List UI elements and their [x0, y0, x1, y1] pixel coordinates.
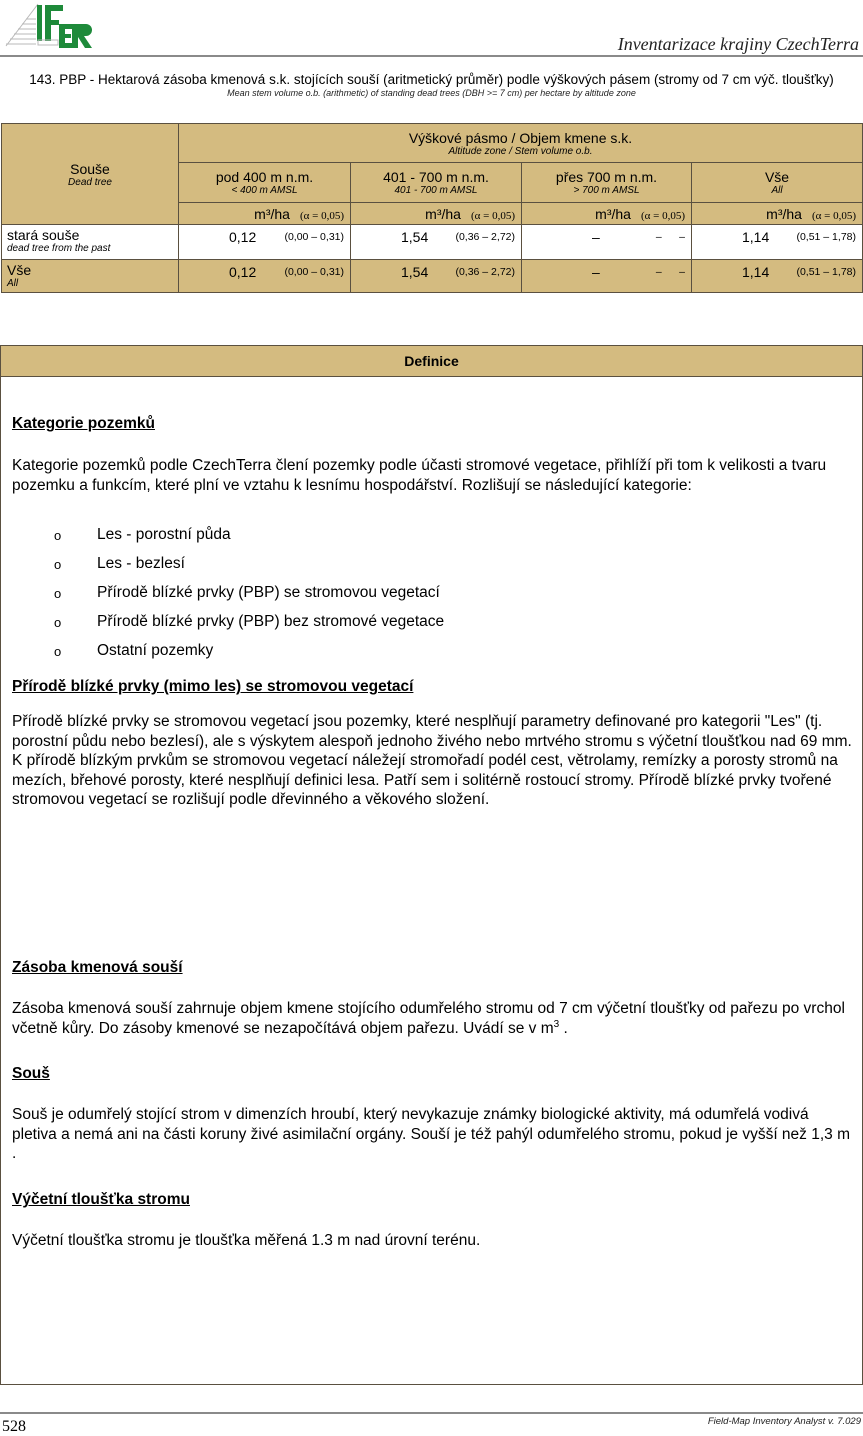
section-text-nature-elements: Přírodě blízké prvky se stromovou vegetací jsou pozemky, které nesplňují parametry definované pro kategorii "Les" (tj. porostní půdu nebo bezlesí), ale s výskytem alespoň jednoho živého nebo mrtvého stromu s výčetní tloušťkou nad 69 mm. K přírodě blízkým prvkům se stromovou vegetací náležejí stromořadí podél cest, větrolamy, remízky a porosty stromů na mezích, břehové porosty, které nesplňují definici lesa. Patří sem i solitérně rostoucí stromy. Přírodě blízké prvky tvořené stromovou vegetací se rozlišují podle dřevinného a věkového složení.	[12, 713, 852, 808]
definitions-box	[0, 345, 863, 1385]
row-label-cz: Vše	[7, 262, 32, 278]
alpha-label: (α = 0,05)	[811, 209, 856, 222]
list-item-text: Ostatní pozemky	[97, 642, 214, 659]
confidence-interval: (0,00 – 0,31)	[284, 231, 344, 243]
section-title-nature-elements: Přírodě blízké prvky (mimo les) se stromovou vegetací	[12, 678, 414, 695]
unit-label: m³/ha	[595, 205, 631, 222]
confidence-interval: (0,51 – 1,78)	[796, 266, 856, 278]
table-row	[2, 225, 863, 260]
row-label-en: All	[7, 278, 19, 289]
section-title-dead-tree-volume: Zásoba kmenová souší	[12, 959, 183, 976]
column-header-en: > 700 m AMSL	[573, 185, 640, 196]
value-cell	[351, 260, 522, 293]
section-title-dead-tree: Souš	[12, 1065, 50, 1082]
mean-value: –	[592, 264, 600, 280]
column-header-cz: přes 700 m n.m.	[555, 169, 658, 185]
unit-label: m³/ha	[254, 205, 290, 222]
group-header-cell	[179, 124, 863, 163]
section-title-dbh: Výčetní tloušťka stromu	[12, 1191, 190, 1208]
column-header-cz: 401 - 700 m n.m.	[383, 169, 489, 185]
row-label-en: dead tree from the past	[7, 243, 111, 254]
page-number: 528	[2, 1418, 26, 1435]
mean-value: 1,14	[742, 229, 770, 245]
confidence-interval: (0,36 – 2,72)	[455, 231, 515, 243]
column-header	[351, 163, 522, 203]
bullet-icon: o	[54, 644, 62, 659]
confidence-interval: – –	[655, 231, 685, 243]
value-cell	[351, 225, 522, 260]
data-table	[1, 123, 863, 293]
row-header-en: Dead tree	[68, 176, 112, 188]
row-header-cell	[2, 124, 179, 225]
value-cell	[692, 225, 863, 260]
table-row-total	[2, 260, 863, 293]
row-label	[2, 225, 179, 260]
definitions-heading: Definice	[1, 346, 862, 377]
confidence-interval: (0,51 – 1,78)	[796, 231, 856, 243]
unit-label: m³/ha	[425, 205, 461, 222]
column-header-en: < 400 m AMSL	[231, 185, 298, 196]
unit-label: m³/ha	[766, 205, 802, 222]
footer-app-name: Field-Map Inventory Analyst v. 7.029	[707, 1416, 861, 1427]
bullet-icon: o	[54, 615, 62, 630]
value-cell	[179, 225, 351, 260]
column-header	[692, 163, 863, 203]
alpha-label: (α = 0,05)	[640, 209, 685, 222]
unit-cell	[179, 203, 351, 225]
section-text-dbh: Výčetní tloušťka stromu je tloušťka měřená 1.3 m nad úrovní terénu.	[12, 1232, 481, 1249]
value-cell	[522, 225, 692, 260]
confidence-interval: – –	[655, 266, 685, 278]
mean-value: 1,14	[742, 264, 770, 280]
report-subtitle: Mean stem volume o.b. (arithmetic) of standing dead trees (DBH >= 7 cm) per hectare by altitude zone	[227, 88, 636, 98]
section-title-land-categories: Kategorie pozemků	[12, 415, 155, 432]
unit-cell	[692, 203, 863, 225]
mean-value: 0,12	[229, 264, 257, 280]
alpha-label: (α = 0,05)	[470, 209, 515, 222]
column-header-cz: Vše	[764, 169, 790, 185]
mean-value: –	[592, 229, 600, 245]
column-header	[522, 163, 692, 203]
list-item-text: Přírodě blízké prvky (PBP) bez stromové vegetace	[97, 613, 445, 630]
unit-cell	[522, 203, 692, 225]
section-text-end: .	[559, 1019, 568, 1037]
section-text-dead-tree: Souš je odumřelý stojící strom v dimenzích hroubí, který nevykazuje známky biologické aktivity, má odumřelá vodivá pletiva a nemá ani na části koruny živé asimilační orgány. Souší je též pahýl odumřelého stromu, pokud je vyšší než 1,3 m .	[12, 1106, 850, 1162]
unit-cell	[351, 203, 522, 225]
confidence-interval: (0,36 – 2,72)	[455, 266, 515, 278]
bullet-icon: o	[54, 528, 62, 543]
group-header-en: Altitude zone / Stem volume o.b.	[448, 145, 593, 157]
list-item-text: Les - porostní půda	[97, 526, 231, 543]
mean-value: 1,54	[401, 229, 429, 245]
header-title: Inventarizace krajiny CzechTerra	[617, 34, 859, 54]
footer-divider	[0, 1412, 863, 1414]
row-label	[2, 260, 179, 293]
header-divider	[0, 55, 863, 57]
column-header-en: 401 - 700 m AMSL	[394, 185, 478, 196]
list-item-text: Přírodě blízké prvky (PBP) se stromovou vegetací	[97, 584, 440, 601]
section-text-body: Zásoba kmenová souší zahrnuje objem kmene stojícího odumřelého stromu od 7 cm výčetní tloušťky od pařezu po vrchol včetně kůry. Do zásoby kmenové se nezapočítává objem pařezu. Uvádí se v m	[12, 1000, 845, 1037]
value-cell	[179, 260, 351, 293]
group-header-cz: Výškové pásmo / Objem kmene s.k.	[408, 129, 633, 146]
value-cell	[522, 260, 692, 293]
section-text-land-categories: Kategorie pozemků podle CzechTerra člení pozemky podle účasti stromové vegetace, přihlíží při tom k velikosti a tvaru pozemku a funkcím, které plní ve vztahu k lesnímu hospodářství. Rozlišují se následující kategorie:	[12, 457, 827, 494]
confidence-interval: (0,00 – 0,31)	[284, 266, 344, 278]
section-text-dead-tree-volume	[12, 999, 852, 1038]
mean-value: 0,12	[229, 229, 257, 245]
column-header-en: All	[771, 185, 783, 196]
row-label-cz: stará souše	[7, 227, 80, 243]
list-item-text: Les - bezlesí	[97, 555, 185, 572]
report-title: 143. PBP - Hektarová zásoba kmenová s.k. stojících souší (aritmetický průměr) podle výškových pásem (stromy od 7 cm výč. tloušťky)	[29, 72, 834, 87]
row-header-cz: Souše	[70, 160, 110, 177]
ifer-logo	[4, 2, 96, 52]
column-header	[179, 163, 351, 203]
value-cell	[692, 260, 863, 293]
mean-value: 1,54	[401, 264, 429, 280]
column-header-cz: pod 400 m n.m.	[215, 169, 314, 185]
bullet-icon: o	[54, 586, 62, 601]
bullet-icon: o	[54, 557, 62, 572]
alpha-label: (α = 0,05)	[299, 209, 344, 222]
superscript: 3	[553, 1018, 560, 1030]
